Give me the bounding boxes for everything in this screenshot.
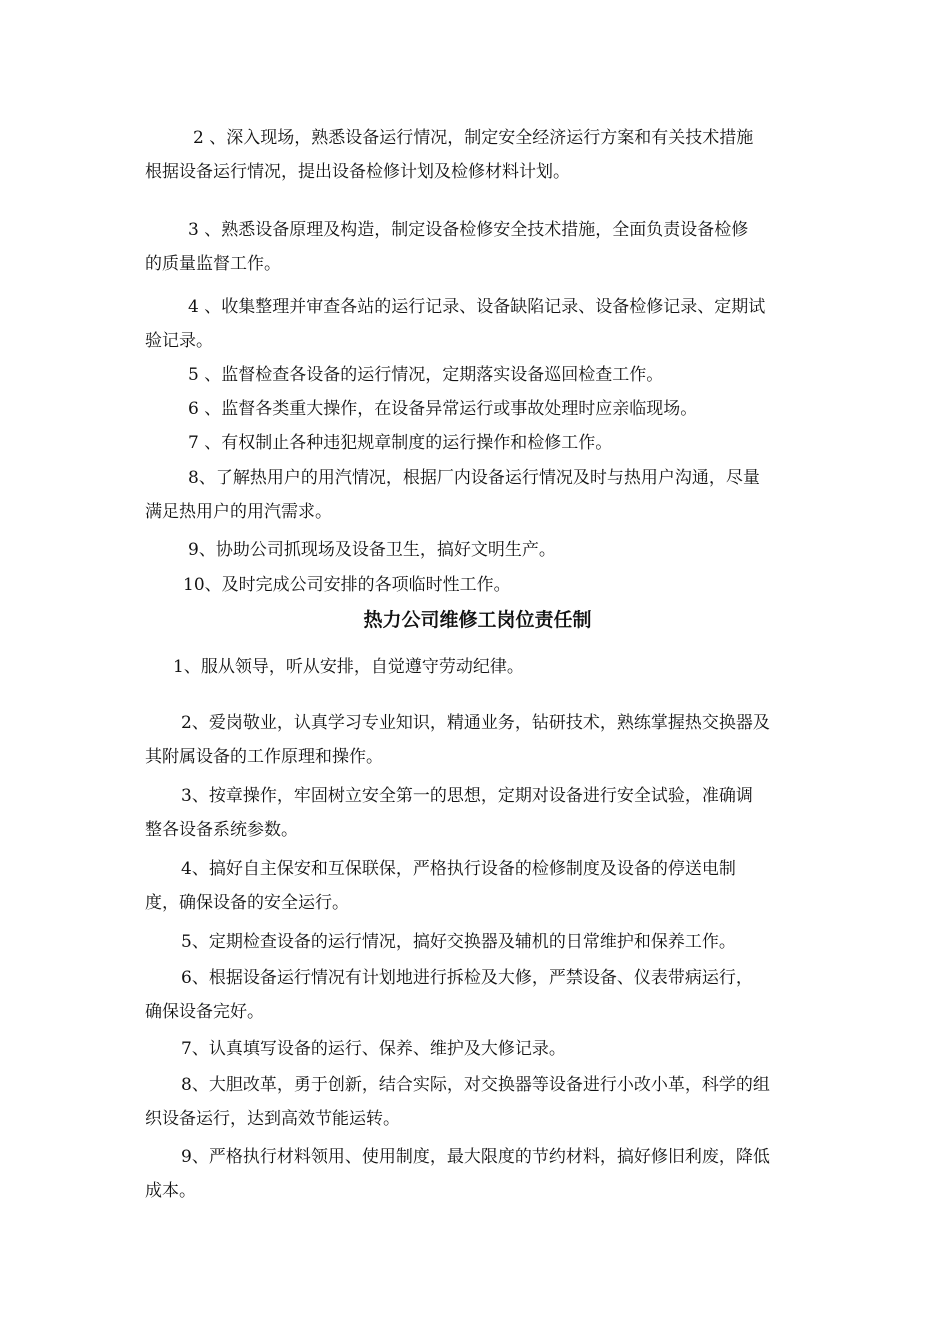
s1-item-2-line-2: 根据设备运行情况，提出设备检修计划及检修材料计划。 (145, 162, 570, 182)
s1-item-9 (145, 533, 810, 567)
s1-item-4 (145, 290, 810, 358)
s1-item-2-line-1: 2 、深入现场，熟悉设备运行情况，制定安全经济运行方案和有关技术措施 (193, 128, 754, 148)
s2-item-5-line-1: 5、定期检查设备的运行情况，搞好交换器及辅机的日常维护和保养工作。 (181, 932, 736, 952)
s2-item-2-line-2: 其附属设备的工作原理和操作。 (145, 747, 383, 767)
s2-item-9-line-1: 9、严格执行材料领用、使用制度，最大限度的节约材料，搞好修旧利废，降低 (181, 1147, 770, 1167)
s2-item-4-line-1: 4、搞好自主保安和互保联保，严格执行设备的检修制度及设备的停送电制 (181, 859, 736, 879)
s2-item-2-line-1: 2、爱岗敬业，认真学习专业知识，精通业务，钻研技术，熟练掌握热交换器及 (181, 713, 770, 733)
s1-item-10 (145, 568, 810, 602)
s1-item-8 (145, 461, 810, 529)
s2-item-2 (145, 706, 810, 774)
s2-item-6 (145, 961, 810, 1029)
s2-item-8-line-2: 织设备运行，达到高效节能运转。 (145, 1109, 400, 1129)
s2-item-9-line-2: 成本。 (145, 1181, 196, 1201)
s1-item-4-line-1: 4 、收集整理并审查各站的运行记录、设备缺陷记录、设备检修记录、定期试 (188, 297, 766, 317)
s2-item-4 (145, 852, 810, 920)
s1-item-3 (145, 213, 810, 281)
s1-item-5-line-1: 5 、监督检查各设备的运行情况，定期落实设备巡回检查工作。 (188, 365, 664, 385)
s1-item-7 (145, 426, 810, 460)
s2-item-8-line-1: 8、大胆改革，勇于创新，结合实际，对交换器等设备进行小改小革，科学的组 (181, 1075, 770, 1095)
s2-item-7-line-1: 7、认真填写设备的运行、保养、维护及大修记录。 (181, 1039, 566, 1059)
s2-item-3 (145, 779, 810, 847)
s2-item-1 (145, 650, 810, 684)
s1-item-6-line-1: 6 、监督各类重大操作，在设备异常运行或事故处理时应亲临现场。 (188, 399, 698, 419)
s1-item-7-line-1: 7 、有权制止各种违犯规章制度的运行操作和检修工作。 (188, 433, 613, 453)
s2-item-6-line-2: 确保设备完好。 (145, 1002, 264, 1022)
s1-item-8-line-2: 满足热用户的用汽需求。 (145, 502, 332, 522)
s2-item-7 (145, 1032, 810, 1066)
s2-item-4-line-2: 度，确保设备的安全运行。 (145, 893, 349, 913)
s1-item-8-line-1: 8、了解热用户的用汽情况，根据厂内设备运行情况及时与热用户沟通，尽量 (188, 468, 760, 488)
s1-item-3-line-2: 的质量监督工作。 (145, 254, 281, 274)
s2-item-3-line-2: 整各设备系统参数。 (145, 820, 298, 840)
s1-item-3-line-1: 3 、熟悉设备原理及构造，制定设备检修安全技术措施，全面负责设备检修 (188, 220, 749, 240)
s2-item-8 (145, 1068, 810, 1136)
s2-item-3-line-1: 3、按章操作，牢固树立安全第一的思想，定期对设备进行安全试验，准确调 (181, 786, 753, 806)
s1-item-10-line-1: 10、及时完成公司安排的各项临时性工作。 (183, 575, 511, 595)
s2-item-5 (145, 925, 810, 959)
section-title: 热力公司维修工岗位责任制 (363, 609, 592, 631)
s2-item-6-line-1: 6、根据设备运行情况有计划地进行拆检及大修，严禁设备、仪表带病运行， (181, 968, 753, 988)
s1-item-4-line-2: 验记录。 (145, 331, 213, 351)
s1-item-5 (145, 358, 810, 392)
s2-item-9 (145, 1140, 810, 1208)
s1-item-2 (145, 121, 810, 189)
s2-item-1-line-1: 1、服从领导，听从安排，自觉遵守劳动纪律。 (173, 657, 524, 677)
s1-item-9-line-1: 9、协助公司抓现场及设备卫生，搞好文明生产。 (188, 540, 556, 560)
s1-item-6 (145, 392, 810, 426)
